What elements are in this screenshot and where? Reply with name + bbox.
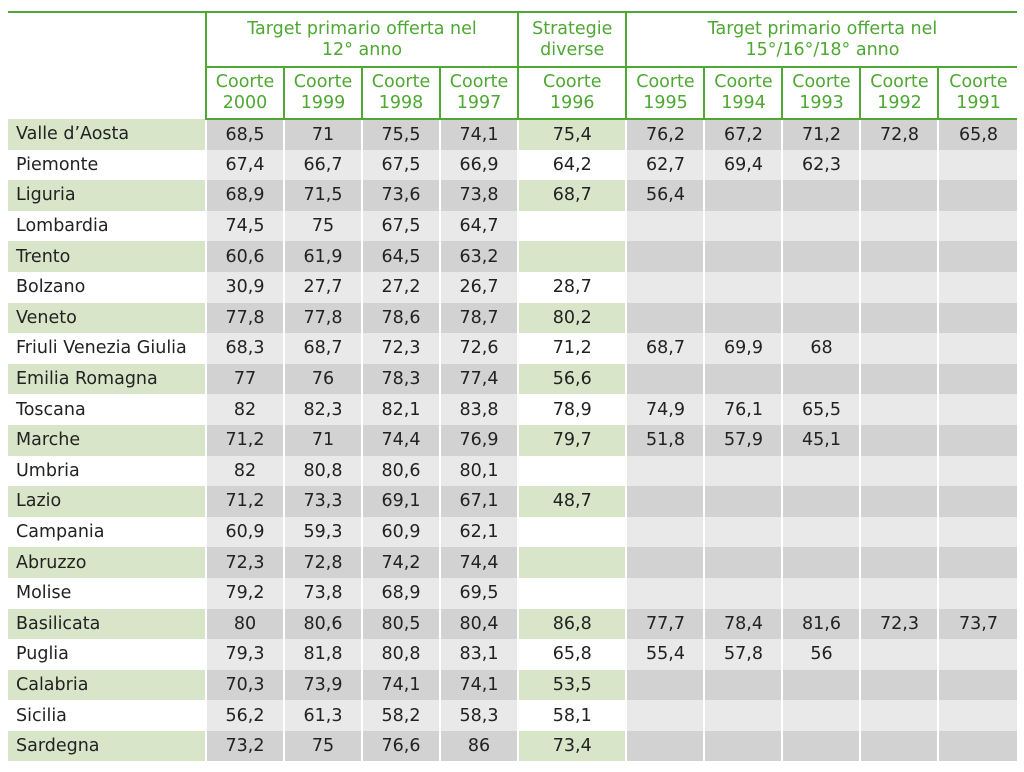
coverage-value xyxy=(860,670,938,701)
coverage-value: 73,6 xyxy=(362,180,440,211)
coverage-value: 58,2 xyxy=(362,700,440,731)
table-row xyxy=(8,639,1017,670)
region-name: Piemonte xyxy=(8,150,206,181)
coverage-value: 51,8 xyxy=(626,425,704,456)
coverage-value xyxy=(626,578,704,609)
coverage-value: 73,2 xyxy=(206,731,284,762)
coverage-value xyxy=(938,456,1017,487)
coverage-value: 75,5 xyxy=(362,119,440,150)
coverage-value: 73,8 xyxy=(284,578,362,609)
coverage-value: 79,2 xyxy=(206,578,284,609)
coverage-value: 76,6 xyxy=(362,731,440,762)
coverage-value: 72,3 xyxy=(362,333,440,364)
region-name: Sicilia xyxy=(8,700,206,731)
coverage-value: 56,6 xyxy=(518,364,626,395)
coverage-value: 82,3 xyxy=(284,394,362,425)
coverage-value xyxy=(704,456,782,487)
region-name: Lombardia xyxy=(8,211,206,242)
group-header-15-16-18-anno: Target primario offerta nel 15°/16°/18° anno xyxy=(626,12,1017,67)
coverage-value: 79,7 xyxy=(518,425,626,456)
region-name: Molise xyxy=(8,578,206,609)
coverage-value: 78,9 xyxy=(518,394,626,425)
coverage-value: 28,7 xyxy=(518,272,626,303)
coverage-value: 48,7 xyxy=(518,486,626,517)
coverage-value: 80,1 xyxy=(440,456,518,487)
coverage-value: 70,3 xyxy=(206,670,284,701)
coverage-value: 86 xyxy=(440,731,518,762)
coverage-value: 83,8 xyxy=(440,394,518,425)
coverage-value xyxy=(860,150,938,181)
table-row xyxy=(8,547,1017,578)
region-name: Marche xyxy=(8,425,206,456)
coverage-value: 68,9 xyxy=(362,578,440,609)
coverage-value: 74,1 xyxy=(440,119,518,150)
coverage-value xyxy=(782,180,860,211)
table-row xyxy=(8,150,1017,181)
coverage-value xyxy=(704,731,782,762)
coverage-value xyxy=(626,547,704,578)
coverage-value xyxy=(782,241,860,272)
coverage-value: 80,8 xyxy=(362,639,440,670)
coverage-value xyxy=(938,578,1017,609)
coverage-value xyxy=(938,211,1017,242)
coverage-value xyxy=(626,486,704,517)
coverage-value: 67,1 xyxy=(440,486,518,517)
coverage-value: 56,2 xyxy=(206,700,284,731)
coverage-value xyxy=(860,456,938,487)
coverage-value xyxy=(704,303,782,334)
coverage-value xyxy=(860,211,938,242)
coverage-value xyxy=(626,211,704,242)
coverage-value xyxy=(704,700,782,731)
coverage-value: 53,5 xyxy=(518,670,626,701)
cohort-header: Coorte 1995 xyxy=(626,67,704,119)
cohort-header: Coorte 1999 xyxy=(284,67,362,119)
cohort-header: Coorte 1992 xyxy=(860,67,938,119)
coverage-value xyxy=(626,670,704,701)
coverage-value xyxy=(938,180,1017,211)
coverage-value xyxy=(626,731,704,762)
region-name: Veneto xyxy=(8,303,206,334)
coverage-value: 30,9 xyxy=(206,272,284,303)
header-stub xyxy=(8,12,206,119)
coverage-value: 86,8 xyxy=(518,609,626,640)
coverage-value xyxy=(782,731,860,762)
coverage-value: 71 xyxy=(284,119,362,150)
coverage-value: 56,4 xyxy=(626,180,704,211)
cohort-header: Coorte 1993 xyxy=(782,67,860,119)
coverage-value: 75 xyxy=(284,731,362,762)
coverage-value xyxy=(860,241,938,272)
coverage-value xyxy=(938,731,1017,762)
coverage-value: 77,8 xyxy=(206,303,284,334)
coverage-value: 71 xyxy=(284,425,362,456)
coverage-value xyxy=(860,303,938,334)
region-name: Abruzzo xyxy=(8,547,206,578)
coverage-value: 78,7 xyxy=(440,303,518,334)
coverage-value: 82 xyxy=(206,394,284,425)
region-name: Basilicata xyxy=(8,609,206,640)
coverage-value xyxy=(938,486,1017,517)
coverage-value: 64,5 xyxy=(362,241,440,272)
coverage-value: 74,9 xyxy=(626,394,704,425)
table-row xyxy=(8,517,1017,548)
coverage-value: 73,3 xyxy=(284,486,362,517)
region-name: Umbria xyxy=(8,456,206,487)
coverage-value: 60,6 xyxy=(206,241,284,272)
coverage-value xyxy=(704,241,782,272)
coverage-value: 80,6 xyxy=(362,456,440,487)
table-header xyxy=(8,12,1017,119)
coverage-value: 78,3 xyxy=(362,364,440,395)
table-row xyxy=(8,486,1017,517)
coverage-value xyxy=(704,517,782,548)
coverage-value: 68,9 xyxy=(206,180,284,211)
coverage-value xyxy=(782,303,860,334)
coverage-value: 68,7 xyxy=(626,333,704,364)
coverage-value: 72,8 xyxy=(860,119,938,150)
coverage-value xyxy=(860,364,938,395)
coverage-value xyxy=(704,364,782,395)
coverage-value xyxy=(860,486,938,517)
coverage-value xyxy=(938,700,1017,731)
coverage-value xyxy=(782,486,860,517)
coverage-value xyxy=(938,272,1017,303)
coverage-value xyxy=(860,578,938,609)
region-name: Friuli Venezia Giulia xyxy=(8,333,206,364)
coverage-value: 78,6 xyxy=(362,303,440,334)
coverage-value xyxy=(626,241,704,272)
table-row xyxy=(8,333,1017,364)
coverage-value: 61,3 xyxy=(284,700,362,731)
coverage-value: 74,1 xyxy=(362,670,440,701)
coverage-value: 77 xyxy=(206,364,284,395)
table-body xyxy=(8,119,1017,761)
table-row xyxy=(8,394,1017,425)
coverage-value: 45,1 xyxy=(782,425,860,456)
coverage-value xyxy=(704,180,782,211)
coverage-value: 80,6 xyxy=(284,609,362,640)
coverage-value: 75 xyxy=(284,211,362,242)
coverage-value: 60,9 xyxy=(206,517,284,548)
table-row xyxy=(8,119,1017,150)
coverage-value: 73,9 xyxy=(284,670,362,701)
coverage-value: 69,5 xyxy=(440,578,518,609)
coverage-value xyxy=(860,700,938,731)
vaccination-coverage-table xyxy=(8,11,1017,761)
coverage-value xyxy=(938,241,1017,272)
table-row xyxy=(8,180,1017,211)
coverage-value: 72,3 xyxy=(206,547,284,578)
coverage-value xyxy=(860,547,938,578)
coverage-value: 77,7 xyxy=(626,609,704,640)
table-row xyxy=(8,609,1017,640)
coverage-value xyxy=(782,578,860,609)
coverage-value: 80,2 xyxy=(518,303,626,334)
coverage-value: 67,2 xyxy=(704,119,782,150)
coverage-value: 77,4 xyxy=(440,364,518,395)
coverage-value: 80,8 xyxy=(284,456,362,487)
coverage-value xyxy=(626,700,704,731)
coverage-value: 74,4 xyxy=(362,425,440,456)
coverage-value: 72,8 xyxy=(284,547,362,578)
coverage-value: 78,4 xyxy=(704,609,782,640)
group-header-12-anno: Target primario offerta nel 12° anno xyxy=(206,12,518,67)
coverage-value xyxy=(518,241,626,272)
coverage-value: 59,3 xyxy=(284,517,362,548)
coverage-value: 80,4 xyxy=(440,609,518,640)
coverage-value: 69,1 xyxy=(362,486,440,517)
coverage-value: 71,2 xyxy=(518,333,626,364)
table-row xyxy=(8,303,1017,334)
coverage-value xyxy=(704,211,782,242)
cohort-header: Coorte 1994 xyxy=(704,67,782,119)
coverage-value xyxy=(860,394,938,425)
region-name: Bolzano xyxy=(8,272,206,303)
coverage-value xyxy=(860,517,938,548)
coverage-value: 71,2 xyxy=(206,486,284,517)
region-name: Campania xyxy=(8,517,206,548)
coverage-value: 58,3 xyxy=(440,700,518,731)
coverage-value xyxy=(782,456,860,487)
coverage-value xyxy=(782,272,860,303)
coverage-value: 26,7 xyxy=(440,272,518,303)
coverage-value xyxy=(860,272,938,303)
table-row xyxy=(8,211,1017,242)
vaccination-coverage-table-container xyxy=(8,11,1017,761)
cohort-header: Coorte 1996 xyxy=(518,67,626,119)
coverage-value: 83,1 xyxy=(440,639,518,670)
coverage-value: 74,1 xyxy=(440,670,518,701)
coverage-value: 76,9 xyxy=(440,425,518,456)
coverage-value: 66,9 xyxy=(440,150,518,181)
coverage-value xyxy=(626,364,704,395)
coverage-value: 72,3 xyxy=(860,609,938,640)
coverage-value xyxy=(626,272,704,303)
coverage-value: 64,2 xyxy=(518,150,626,181)
coverage-value: 67,4 xyxy=(206,150,284,181)
coverage-value: 68,7 xyxy=(284,333,362,364)
coverage-value: 57,9 xyxy=(704,425,782,456)
coverage-value: 71,2 xyxy=(782,119,860,150)
coverage-value: 69,4 xyxy=(704,150,782,181)
coverage-value: 69,9 xyxy=(704,333,782,364)
table-row xyxy=(8,364,1017,395)
coverage-value xyxy=(518,211,626,242)
coverage-value: 55,4 xyxy=(626,639,704,670)
table-row xyxy=(8,272,1017,303)
coverage-value: 65,8 xyxy=(518,639,626,670)
coverage-value: 61,9 xyxy=(284,241,362,272)
coverage-value: 71,2 xyxy=(206,425,284,456)
coverage-value xyxy=(626,303,704,334)
coverage-value: 63,2 xyxy=(440,241,518,272)
coverage-value xyxy=(860,333,938,364)
table-row xyxy=(8,670,1017,701)
coverage-value: 80,5 xyxy=(362,609,440,640)
region-name: Toscana xyxy=(8,394,206,425)
coverage-value xyxy=(782,700,860,731)
region-name: Valle d’Aosta xyxy=(8,119,206,150)
coverage-value: 68,5 xyxy=(206,119,284,150)
coverage-value: 58,1 xyxy=(518,700,626,731)
coverage-value: 76 xyxy=(284,364,362,395)
coverage-value xyxy=(518,578,626,609)
coverage-value: 65,5 xyxy=(782,394,860,425)
coverage-value xyxy=(704,272,782,303)
region-name: Sardegna xyxy=(8,731,206,762)
coverage-value: 77,8 xyxy=(284,303,362,334)
coverage-value xyxy=(518,547,626,578)
coverage-value: 62,7 xyxy=(626,150,704,181)
coverage-value: 76,1 xyxy=(704,394,782,425)
coverage-value: 56 xyxy=(782,639,860,670)
coverage-value: 74,4 xyxy=(440,547,518,578)
table-row xyxy=(8,425,1017,456)
coverage-value: 74,5 xyxy=(206,211,284,242)
table-row xyxy=(8,456,1017,487)
coverage-value xyxy=(938,425,1017,456)
coverage-value xyxy=(938,517,1017,548)
coverage-value xyxy=(518,517,626,548)
coverage-value: 65,8 xyxy=(938,119,1017,150)
coverage-value xyxy=(518,456,626,487)
coverage-value: 66,7 xyxy=(284,150,362,181)
group-header-strategie-diverse: Strategie diverse xyxy=(518,12,626,67)
coverage-value: 73,7 xyxy=(938,609,1017,640)
coverage-value: 64,7 xyxy=(440,211,518,242)
table-row xyxy=(8,241,1017,272)
coverage-value: 82,1 xyxy=(362,394,440,425)
cohort-header: Coorte 1998 xyxy=(362,67,440,119)
region-name: Liguria xyxy=(8,180,206,211)
cohort-header: Coorte 1997 xyxy=(440,67,518,119)
cohort-header: Coorte 1991 xyxy=(938,67,1017,119)
coverage-value xyxy=(782,547,860,578)
coverage-value: 62,1 xyxy=(440,517,518,548)
coverage-value xyxy=(860,425,938,456)
coverage-value xyxy=(938,670,1017,701)
coverage-value xyxy=(704,486,782,517)
coverage-value xyxy=(782,211,860,242)
coverage-value: 74,2 xyxy=(362,547,440,578)
coverage-value: 81,8 xyxy=(284,639,362,670)
coverage-value xyxy=(704,670,782,701)
table-row xyxy=(8,700,1017,731)
region-name: Trento xyxy=(8,241,206,272)
coverage-value xyxy=(938,303,1017,334)
coverage-value: 68 xyxy=(782,333,860,364)
coverage-value: 60,9 xyxy=(362,517,440,548)
region-name: Puglia xyxy=(8,639,206,670)
coverage-value xyxy=(782,517,860,548)
coverage-value: 27,2 xyxy=(362,272,440,303)
coverage-value: 67,5 xyxy=(362,211,440,242)
coverage-value xyxy=(938,394,1017,425)
coverage-value xyxy=(938,333,1017,364)
table-row xyxy=(8,578,1017,609)
coverage-value xyxy=(782,364,860,395)
coverage-value xyxy=(626,456,704,487)
coverage-value xyxy=(938,364,1017,395)
coverage-value: 75,4 xyxy=(518,119,626,150)
coverage-value: 71,5 xyxy=(284,180,362,211)
coverage-value: 67,5 xyxy=(362,150,440,181)
coverage-value: 68,7 xyxy=(518,180,626,211)
coverage-value xyxy=(860,180,938,211)
coverage-value xyxy=(938,547,1017,578)
coverage-value: 82 xyxy=(206,456,284,487)
region-name: Lazio xyxy=(8,486,206,517)
coverage-value: 57,8 xyxy=(704,639,782,670)
coverage-value xyxy=(782,670,860,701)
coverage-value: 79,3 xyxy=(206,639,284,670)
coverage-value: 62,3 xyxy=(782,150,860,181)
coverage-value xyxy=(938,639,1017,670)
coverage-value: 27,7 xyxy=(284,272,362,303)
table-row xyxy=(8,731,1017,762)
coverage-value: 73,8 xyxy=(440,180,518,211)
coverage-value xyxy=(860,639,938,670)
coverage-value: 76,2 xyxy=(626,119,704,150)
cohort-header: Coorte 2000 xyxy=(206,67,284,119)
coverage-value xyxy=(938,150,1017,181)
coverage-value xyxy=(626,517,704,548)
coverage-value: 80 xyxy=(206,609,284,640)
region-name: Emilia Romagna xyxy=(8,364,206,395)
coverage-value xyxy=(860,731,938,762)
coverage-value xyxy=(704,547,782,578)
coverage-value: 72,6 xyxy=(440,333,518,364)
coverage-value xyxy=(704,578,782,609)
coverage-value: 68,3 xyxy=(206,333,284,364)
region-name: Calabria xyxy=(8,670,206,701)
coverage-value: 73,4 xyxy=(518,731,626,762)
coverage-value: 81,6 xyxy=(782,609,860,640)
